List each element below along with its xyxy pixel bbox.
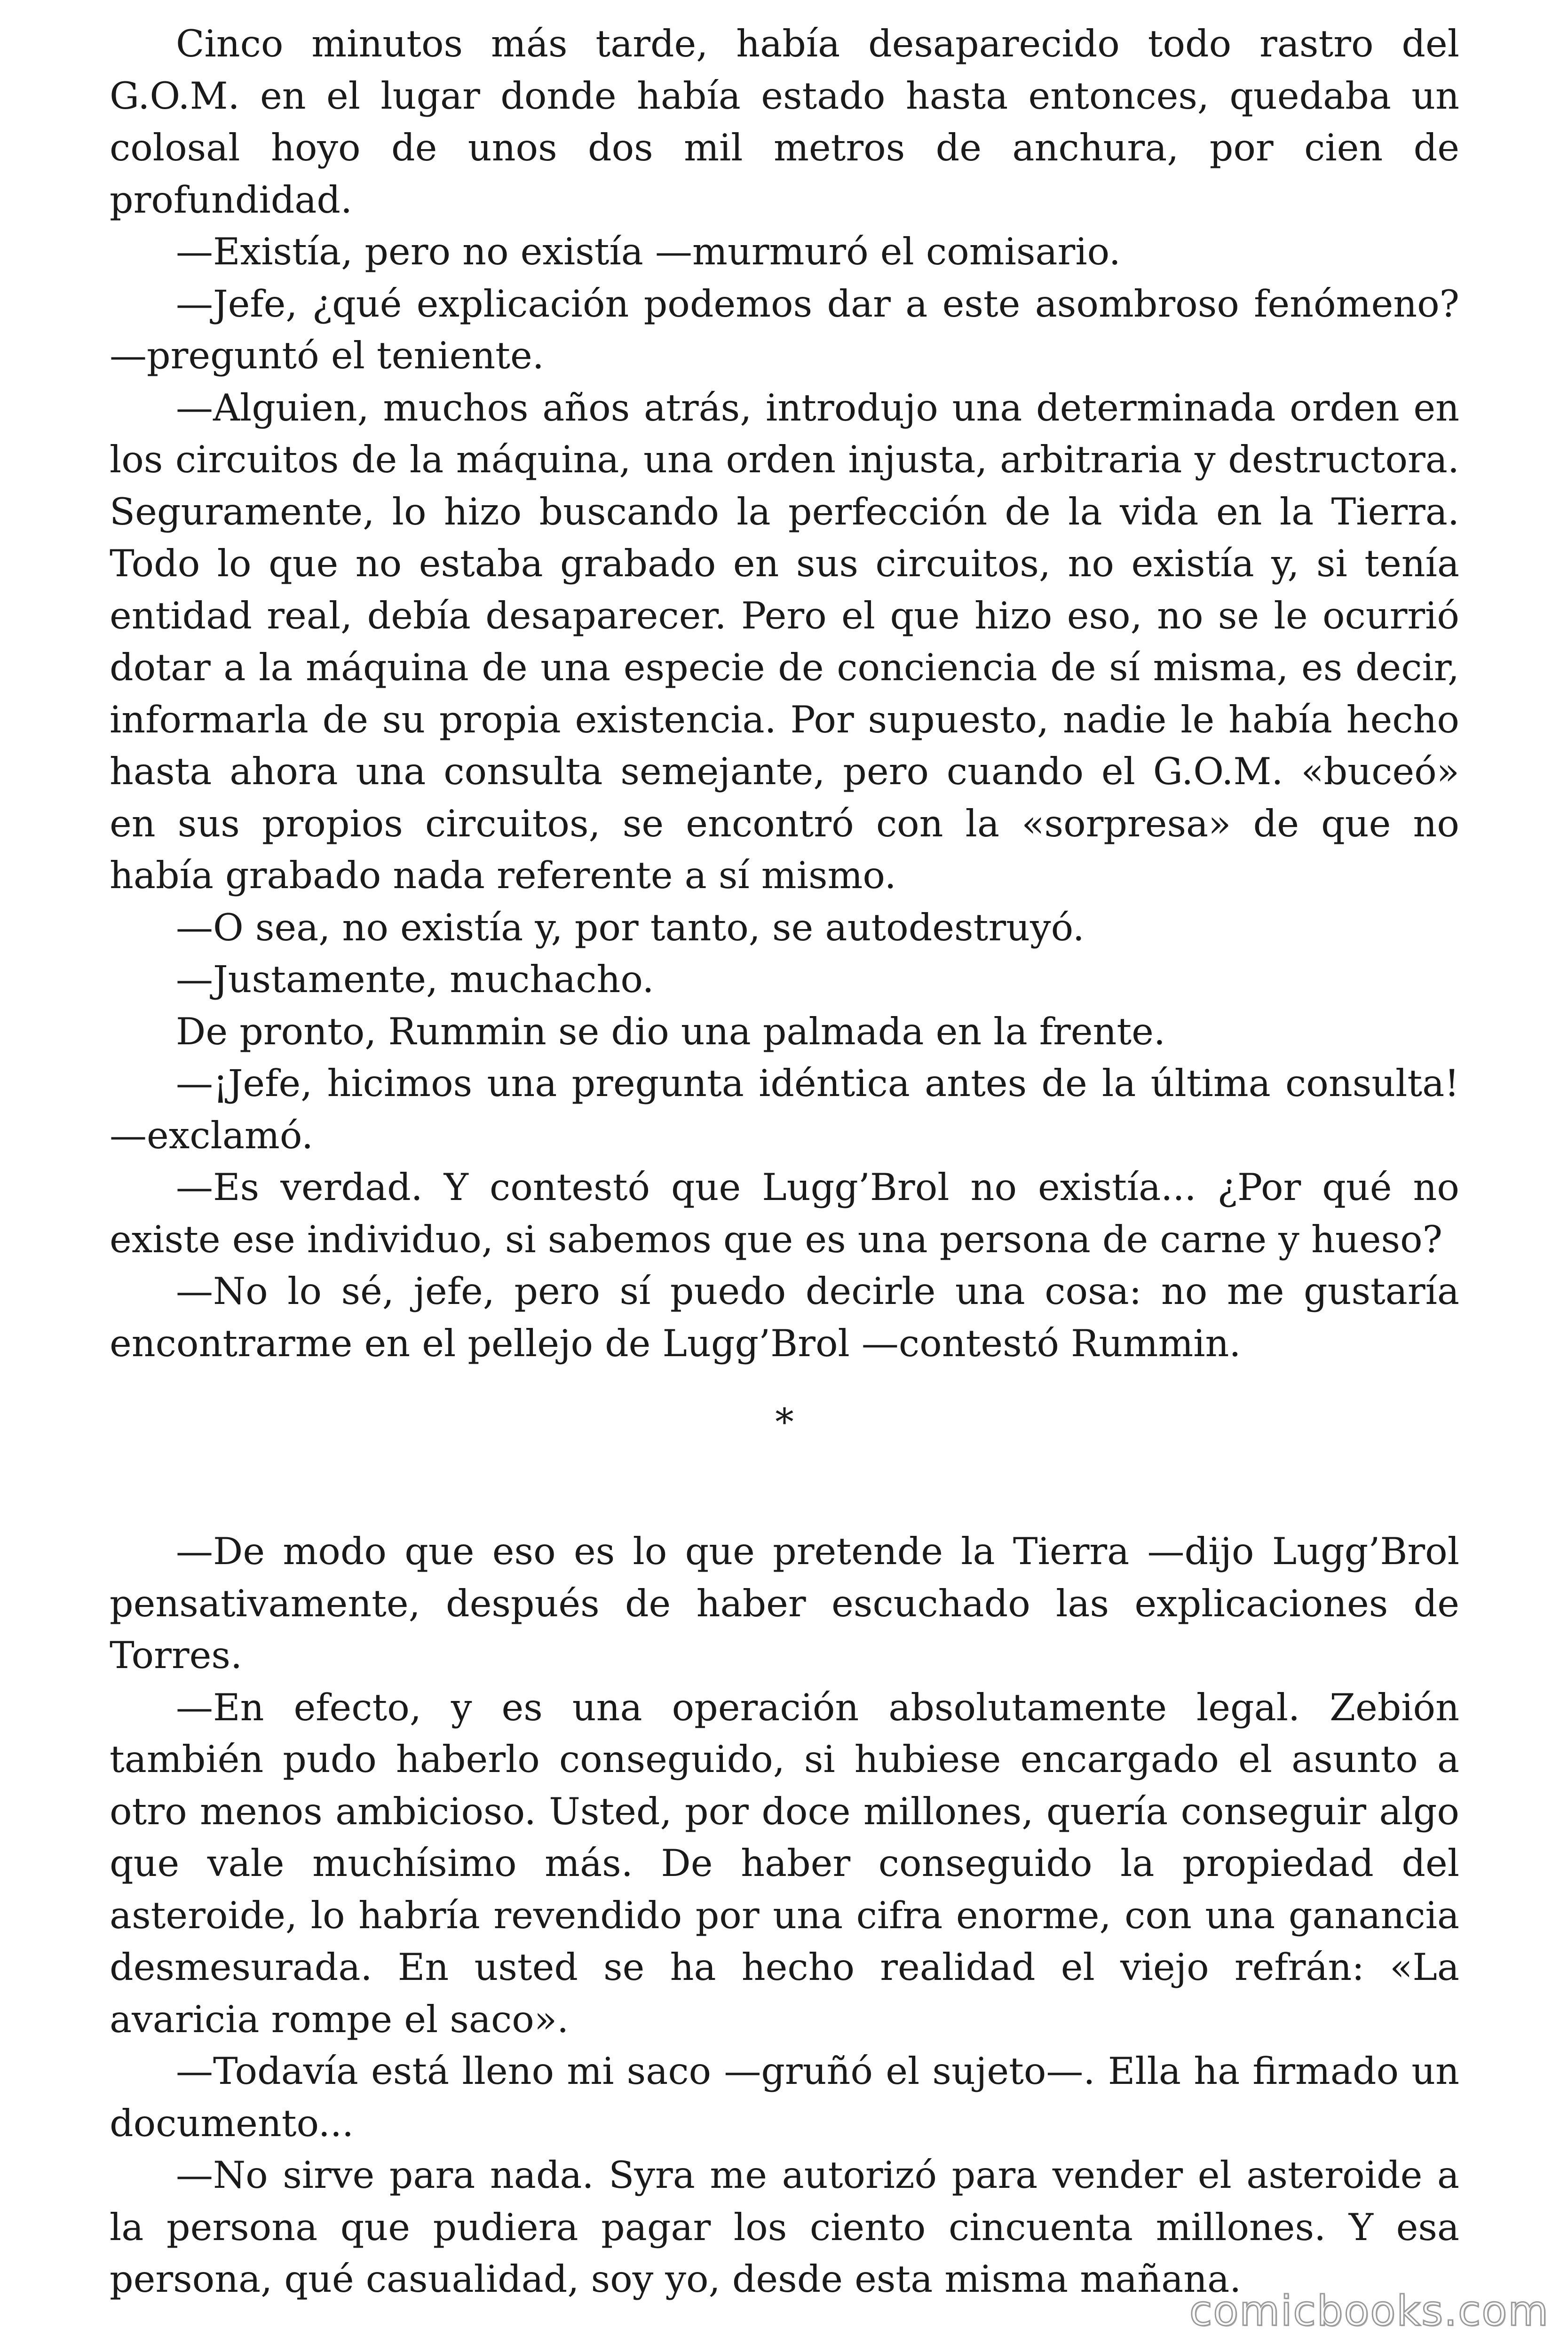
paragraph: —O sea, no existía y, por tanto, se autodestruyó. (176, 906, 1085, 949)
paragraph: —Todavía está lleno mi saco —gruñó el sujeto—. Ella ha firmado un documento... (110, 2050, 1459, 2145)
paragraph: Cinco minutos más tarde, había desaparecido todo rastro del G.O.M. en el lugar donde había estado hasta entonces, quedaba un colosal hoyo de unos dos mil metros de anchura, por cien de profundidad. (110, 22, 1459, 222)
scene-separator: * (775, 1400, 794, 1444)
paragraph: De pronto, Rummin se dio una palmada en la frente. (176, 1009, 1166, 1053)
paragraph: —En efecto, y es una operación absolutamente legal. Zebión también pudo haberlo conseguido, si hubiese encargado el asunto a otro menos ambicioso. Usted, por doce millones, quería conseguir algo que vale muchísimo más. De haber conseguido la propiedad del asteroide, lo habría revendido por una cifra enorme, con una ganancia desmesurada. En usted se ha hecho realidad el viejo refrán: «La avaricia rompe el saco». (110, 1685, 1459, 2041)
paragraph: —Es verdad. Y contestó que Lugg’Brol no existía... ¿Por qué no existe ese individuo, si sabemos que es una persona de carne y hueso? (110, 1166, 1459, 1261)
paragraph: —De modo que eso es lo que pretende la Tierra —dijo Lugg’Brol pensativamente, después de haber escuchado las explicaciones de Torres. (110, 1530, 1459, 1677)
paragraph: —No lo sé, jefe, pero sí puedo decirle una cosa: no me gustaría encontrarme en el pellejo de Lugg’Brol —contestó Rummin. (110, 1270, 1459, 1365)
paragraph: —Existía, pero no existía —murmuró el comisario. (176, 230, 1121, 273)
site-watermark: comicbooks.com (1189, 2287, 1549, 2335)
paragraph: —Justamente, muchacho. (176, 958, 654, 1001)
book-page-text (110, 18, 1459, 2305)
paragraph: —Jefe, ¿qué explicación podemos dar a este asombroso fenómeno? —preguntó el teniente. (110, 282, 1459, 377)
paragraph: —Alguien, muchos años atrás, introdujo una determinada orden en los circuitos de la máquina, una orden injusta, arbitraria y destructora. Seguramente, lo hizo buscando la perfección de la vida en la Tierra. Todo lo que no estaba grabado en sus circuitos, no existía y, si tenía entidad real, debía desaparecer. Pero el que hizo eso, no se le ocurrió dotar a la máquina de una especie de conciencia de sí misma, es decir, informarla de su propia existencia. Por supuesto, nadie le había hecho hasta ahora una consulta semejante, pero cuando el G.O.M. «buceó» en sus propios circuitos, se encontró con la «sorpresa» de que no había grabado nada referente a sí mismo. (110, 386, 1459, 897)
paragraph: —¡Jefe, hicimos una pregunta idéntica antes de la última consulta! —exclamó. (110, 1062, 1459, 1157)
paragraph: —No sirve para nada. Syra me autorizó para vender el asteroide a la persona que pudiera pagar los ciento cincuenta millones. Y esa persona, qué casualidad, soy yo, desde esta misma mañana. (110, 2153, 1459, 2301)
